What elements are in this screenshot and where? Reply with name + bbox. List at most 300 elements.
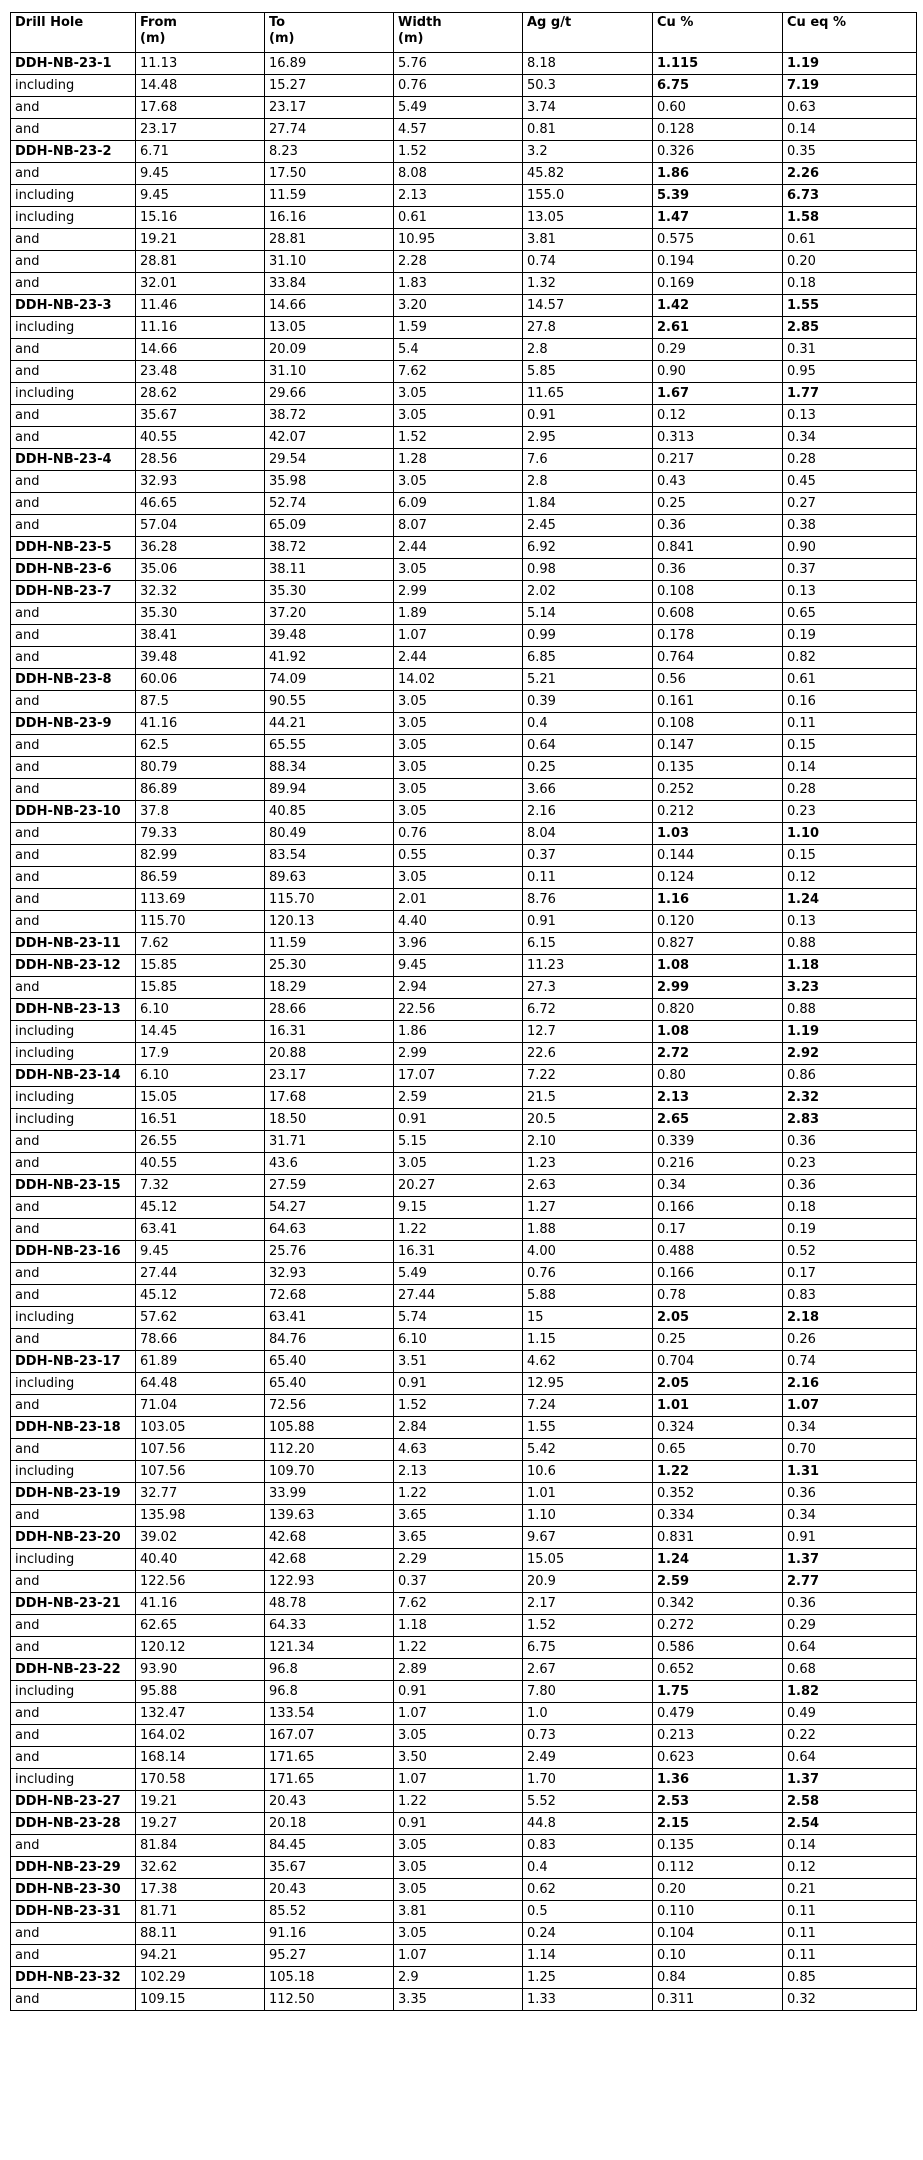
table-row — [11, 1571, 917, 1593]
cell-width: 4.40 — [394, 911, 523, 933]
cell-cu-eq: 0.68 — [783, 1659, 917, 1681]
cell-cu-eq: 0.16 — [783, 691, 917, 713]
header-width: Width (m) — [394, 13, 523, 53]
cell-cu: 0.575 — [653, 229, 783, 251]
cell-cu-eq: 2.85 — [783, 317, 917, 339]
cell-ag: 4.00 — [523, 1241, 653, 1263]
cell-from: 62.65 — [136, 1615, 265, 1637]
table-row — [11, 75, 917, 97]
cell-width: 3.05 — [394, 383, 523, 405]
cell-cu: 0.586 — [653, 1637, 783, 1659]
cell-width: 9.45 — [394, 955, 523, 977]
cell-cu-eq: 0.82 — [783, 647, 917, 669]
cell-from: 45.12 — [136, 1285, 265, 1307]
cell-from: 19.27 — [136, 1813, 265, 1835]
cell-width: 17.07 — [394, 1065, 523, 1087]
cell-to: 95.27 — [265, 1945, 394, 1967]
cell-cu-eq: 6.73 — [783, 185, 917, 207]
cell-cu-eq: 0.45 — [783, 471, 917, 493]
cell-ag: 1.84 — [523, 493, 653, 515]
cell-drill-hole: and — [11, 1131, 136, 1153]
table-row — [11, 1791, 917, 1813]
cell-ag: 7.80 — [523, 1681, 653, 1703]
cell-to: 11.59 — [265, 185, 394, 207]
cell-ag: 27.8 — [523, 317, 653, 339]
cell-width: 2.89 — [394, 1659, 523, 1681]
cell-to: 42.68 — [265, 1527, 394, 1549]
cell-from: 57.62 — [136, 1307, 265, 1329]
cell-drill-hole: DDH-NB-23-2 — [11, 141, 136, 163]
table-row — [11, 295, 917, 317]
cell-ag: 0.4 — [523, 1857, 653, 1879]
cell-cu: 0.178 — [653, 625, 783, 647]
cell-cu: 0.479 — [653, 1703, 783, 1725]
cell-drill-hole: DDH-NB-23-12 — [11, 955, 136, 977]
cell-cu-eq: 0.36 — [783, 1593, 917, 1615]
table-row — [11, 1681, 917, 1703]
cell-width: 4.63 — [394, 1439, 523, 1461]
cell-ag: 4.62 — [523, 1351, 653, 1373]
cell-from: 11.46 — [136, 295, 265, 317]
cell-cu-eq: 0.18 — [783, 1197, 917, 1219]
cell-ag: 1.10 — [523, 1505, 653, 1527]
cell-from: 32.77 — [136, 1483, 265, 1505]
cell-width: 6.09 — [394, 493, 523, 515]
cell-cu-eq: 1.19 — [783, 1021, 917, 1043]
cell-drill-hole: and — [11, 1725, 136, 1747]
cell-from: 107.56 — [136, 1461, 265, 1483]
table-row — [11, 449, 917, 471]
cell-cu-eq: 0.86 — [783, 1065, 917, 1087]
cell-drill-hole: including — [11, 75, 136, 97]
cell-drill-hole: DDH-NB-23-8 — [11, 669, 136, 691]
cell-cu: 1.42 — [653, 295, 783, 317]
cell-cu-eq: 0.20 — [783, 251, 917, 273]
cell-ag: 3.2 — [523, 141, 653, 163]
cell-drill-hole: and — [11, 361, 136, 383]
cell-from: 62.5 — [136, 735, 265, 757]
cell-from: 45.12 — [136, 1197, 265, 1219]
cell-cu-eq: 1.58 — [783, 207, 917, 229]
table-row — [11, 1747, 917, 1769]
header-drill-hole: Drill Hole — [11, 13, 136, 53]
cell-to: 115.70 — [265, 889, 394, 911]
cell-from: 39.48 — [136, 647, 265, 669]
cell-cu-eq: 2.18 — [783, 1307, 917, 1329]
table-row — [11, 229, 917, 251]
cell-from: 6.71 — [136, 141, 265, 163]
table-row — [11, 757, 917, 779]
cell-cu-eq: 1.10 — [783, 823, 917, 845]
cell-cu-eq: 0.12 — [783, 1857, 917, 1879]
cell-drill-hole: and — [11, 229, 136, 251]
cell-cu-eq: 7.19 — [783, 75, 917, 97]
cell-drill-hole: including — [11, 1021, 136, 1043]
cell-ag: 12.7 — [523, 1021, 653, 1043]
cell-from: 15.16 — [136, 207, 265, 229]
cell-to: 122.93 — [265, 1571, 394, 1593]
cell-cu: 0.488 — [653, 1241, 783, 1263]
cell-cu: 2.05 — [653, 1307, 783, 1329]
cell-drill-hole: and — [11, 1835, 136, 1857]
cell-cu-eq: 0.34 — [783, 1505, 917, 1527]
cell-cu-eq: 1.82 — [783, 1681, 917, 1703]
cell-drill-hole: DDH-NB-23-1 — [11, 53, 136, 75]
table-row — [11, 691, 917, 713]
cell-to: 33.99 — [265, 1483, 394, 1505]
table-row — [11, 361, 917, 383]
cell-width: 3.20 — [394, 295, 523, 317]
cell-width: 3.05 — [394, 691, 523, 713]
cell-cu-eq: 0.64 — [783, 1637, 917, 1659]
table-row — [11, 1307, 917, 1329]
cell-from: 164.02 — [136, 1725, 265, 1747]
cell-to: 20.88 — [265, 1043, 394, 1065]
cell-from: 120.12 — [136, 1637, 265, 1659]
cell-to: 72.68 — [265, 1285, 394, 1307]
cell-to: 80.49 — [265, 823, 394, 845]
cell-cu-eq: 2.32 — [783, 1087, 917, 1109]
cell-ag: 6.92 — [523, 537, 653, 559]
cell-width: 20.27 — [394, 1175, 523, 1197]
cell-cu: 0.147 — [653, 735, 783, 757]
table-row — [11, 999, 917, 1021]
cell-drill-hole: and — [11, 823, 136, 845]
cell-ag: 0.74 — [523, 251, 653, 273]
cell-from: 19.21 — [136, 1791, 265, 1813]
cell-from: 102.29 — [136, 1967, 265, 1989]
cell-from: 17.9 — [136, 1043, 265, 1065]
cell-width: 1.83 — [394, 273, 523, 295]
cell-cu-eq: 0.37 — [783, 559, 917, 581]
cell-drill-hole: and — [11, 1989, 136, 2011]
cell-cu-eq: 0.29 — [783, 1615, 917, 1637]
cell-width: 6.10 — [394, 1329, 523, 1351]
cell-to: 31.10 — [265, 251, 394, 273]
cell-width: 2.44 — [394, 537, 523, 559]
cell-cu-eq: 1.37 — [783, 1549, 917, 1571]
header-row — [11, 13, 917, 53]
cell-to: 33.84 — [265, 273, 394, 295]
cell-width: 5.15 — [394, 1131, 523, 1153]
cell-to: 52.74 — [265, 493, 394, 515]
cell-cu: 0.313 — [653, 427, 783, 449]
cell-width: 1.59 — [394, 317, 523, 339]
cell-to: 39.48 — [265, 625, 394, 647]
cell-drill-hole: including — [11, 1373, 136, 1395]
table-row — [11, 383, 917, 405]
cell-from: 32.01 — [136, 273, 265, 295]
cell-drill-hole: and — [11, 625, 136, 647]
cell-width: 1.28 — [394, 449, 523, 471]
cell-ag: 20.9 — [523, 1571, 653, 1593]
table-row — [11, 317, 917, 339]
cell-drill-hole: DDH-NB-23-20 — [11, 1527, 136, 1549]
cell-drill-hole: and — [11, 867, 136, 889]
cell-ag: 1.27 — [523, 1197, 653, 1219]
cell-drill-hole: and — [11, 757, 136, 779]
cell-from: 57.04 — [136, 515, 265, 537]
cell-drill-hole: and — [11, 1439, 136, 1461]
cell-cu: 1.47 — [653, 207, 783, 229]
table-row — [11, 1439, 917, 1461]
cell-cu-eq: 3.23 — [783, 977, 917, 999]
cell-ag: 14.57 — [523, 295, 653, 317]
cell-to: 91.16 — [265, 1923, 394, 1945]
cell-to: 133.54 — [265, 1703, 394, 1725]
cell-drill-hole: and — [11, 647, 136, 669]
cell-width: 2.59 — [394, 1087, 523, 1109]
cell-ag: 6.15 — [523, 933, 653, 955]
cell-cu-eq: 0.34 — [783, 1417, 917, 1439]
cell-drill-hole: DDH-NB-23-27 — [11, 1791, 136, 1813]
cell-from: 64.48 — [136, 1373, 265, 1395]
table-row — [11, 823, 917, 845]
table-row — [11, 625, 917, 647]
cell-to: 23.17 — [265, 97, 394, 119]
table-row — [11, 867, 917, 889]
table-row — [11, 1351, 917, 1373]
cell-ag: 22.6 — [523, 1043, 653, 1065]
cell-from: 35.30 — [136, 603, 265, 625]
cell-cu-eq: 0.32 — [783, 1989, 917, 2011]
table-row — [11, 185, 917, 207]
cell-ag: 6.85 — [523, 647, 653, 669]
cell-to: 109.70 — [265, 1461, 394, 1483]
cell-width: 1.07 — [394, 1703, 523, 1725]
cell-cu: 0.339 — [653, 1131, 783, 1153]
cell-from: 87.5 — [136, 691, 265, 713]
cell-ag: 2.45 — [523, 515, 653, 537]
cell-to: 44.21 — [265, 713, 394, 735]
cell-from: 82.99 — [136, 845, 265, 867]
cell-cu-eq: 0.38 — [783, 515, 917, 537]
cell-cu: 0.104 — [653, 1923, 783, 1945]
cell-to: 35.67 — [265, 1857, 394, 1879]
cell-cu: 2.72 — [653, 1043, 783, 1065]
table-row — [11, 647, 917, 669]
cell-to: 96.8 — [265, 1681, 394, 1703]
table-row — [11, 427, 917, 449]
cell-ag: 3.74 — [523, 97, 653, 119]
table-row — [11, 163, 917, 185]
table-row — [11, 1505, 917, 1527]
cell-cu-eq: 0.91 — [783, 1527, 917, 1549]
cell-cu: 0.36 — [653, 559, 783, 581]
cell-to: 17.50 — [265, 163, 394, 185]
table-row — [11, 1615, 917, 1637]
cell-drill-hole: and — [11, 1285, 136, 1307]
cell-to: 83.54 — [265, 845, 394, 867]
cell-drill-hole: including — [11, 1307, 136, 1329]
cell-ag: 1.33 — [523, 1989, 653, 2011]
cell-cu-eq: 0.13 — [783, 405, 917, 427]
cell-to: 85.52 — [265, 1901, 394, 1923]
cell-cu-eq: 0.12 — [783, 867, 917, 889]
cell-drill-hole: and — [11, 1637, 136, 1659]
assay-results-table — [10, 12, 917, 2011]
cell-width: 2.9 — [394, 1967, 523, 1989]
cell-from: 109.15 — [136, 1989, 265, 2011]
cell-drill-hole: and — [11, 1923, 136, 1945]
cell-drill-hole: including — [11, 1087, 136, 1109]
cell-width: 1.07 — [394, 1769, 523, 1791]
cell-width: 3.05 — [394, 405, 523, 427]
cell-ag: 10.6 — [523, 1461, 653, 1483]
cell-width: 1.52 — [394, 1395, 523, 1417]
cell-width: 2.99 — [394, 1043, 523, 1065]
cell-drill-hole: and — [11, 1703, 136, 1725]
cell-cu: 0.342 — [653, 1593, 783, 1615]
cell-width: 0.91 — [394, 1109, 523, 1131]
cell-from: 61.89 — [136, 1351, 265, 1373]
cell-cu: 0.108 — [653, 713, 783, 735]
cell-cu: 6.75 — [653, 75, 783, 97]
cell-to: 38.72 — [265, 405, 394, 427]
cell-to: 41.92 — [265, 647, 394, 669]
cell-ag: 1.55 — [523, 1417, 653, 1439]
cell-to: 38.72 — [265, 537, 394, 559]
cell-drill-hole: and — [11, 735, 136, 757]
cell-cu-eq: 0.65 — [783, 603, 917, 625]
cell-drill-hole: DDH-NB-23-4 — [11, 449, 136, 471]
cell-from: 60.06 — [136, 669, 265, 691]
cell-width: 3.05 — [394, 1857, 523, 1879]
cell-cu: 0.212 — [653, 801, 783, 823]
table-row — [11, 801, 917, 823]
cell-cu: 0.84 — [653, 1967, 783, 1989]
cell-cu-eq: 0.18 — [783, 273, 917, 295]
cell-from: 36.28 — [136, 537, 265, 559]
cell-from: 63.41 — [136, 1219, 265, 1241]
cell-drill-hole: and — [11, 1395, 136, 1417]
cell-cu-eq: 0.61 — [783, 229, 917, 251]
table-row — [11, 1835, 917, 1857]
cell-cu-eq: 0.14 — [783, 757, 917, 779]
cell-ag: 5.21 — [523, 669, 653, 691]
cell-cu-eq: 0.13 — [783, 581, 917, 603]
cell-cu: 0.17 — [653, 1219, 783, 1241]
cell-drill-hole: DDH-NB-23-6 — [11, 559, 136, 581]
header-from: From (m) — [136, 13, 265, 53]
cell-to: 18.50 — [265, 1109, 394, 1131]
table-row — [11, 1417, 917, 1439]
cell-to: 31.71 — [265, 1131, 394, 1153]
cell-cu-eq: 0.70 — [783, 1439, 917, 1461]
cell-ag: 0.24 — [523, 1923, 653, 1945]
cell-cu: 1.01 — [653, 1395, 783, 1417]
table-row — [11, 1703, 917, 1725]
cell-from: 39.02 — [136, 1527, 265, 1549]
table-row — [11, 1901, 917, 1923]
cell-ag: 0.76 — [523, 1263, 653, 1285]
cell-from: 7.62 — [136, 933, 265, 955]
cell-cu: 0.764 — [653, 647, 783, 669]
cell-from: 41.16 — [136, 713, 265, 735]
cell-drill-hole: DDH-NB-23-10 — [11, 801, 136, 823]
cell-width: 3.05 — [394, 559, 523, 581]
cell-from: 79.33 — [136, 823, 265, 845]
cell-cu-eq: 1.07 — [783, 1395, 917, 1417]
cell-to: 65.40 — [265, 1351, 394, 1373]
table-row — [11, 1483, 917, 1505]
cell-from: 40.55 — [136, 427, 265, 449]
table-row — [11, 53, 917, 75]
cell-from: 15.05 — [136, 1087, 265, 1109]
cell-to: 74.09 — [265, 669, 394, 691]
cell-from: 95.88 — [136, 1681, 265, 1703]
cell-width: 0.37 — [394, 1571, 523, 1593]
cell-to: 63.41 — [265, 1307, 394, 1329]
table-row — [11, 1923, 917, 1945]
table-row — [11, 1153, 917, 1175]
cell-cu: 0.36 — [653, 515, 783, 537]
cell-ag: 1.14 — [523, 1945, 653, 1967]
cell-width: 2.13 — [394, 1461, 523, 1483]
cell-width: 2.28 — [394, 251, 523, 273]
cell-ag: 1.23 — [523, 1153, 653, 1175]
cell-drill-hole: DDH-NB-23-30 — [11, 1879, 136, 1901]
cell-cu: 0.128 — [653, 119, 783, 141]
table-row — [11, 1087, 917, 1109]
cell-from: 19.21 — [136, 229, 265, 251]
cell-to: 42.07 — [265, 427, 394, 449]
cell-cu-eq: 0.28 — [783, 779, 917, 801]
cell-width: 3.81 — [394, 1901, 523, 1923]
table-row — [11, 1043, 917, 1065]
cell-from: 135.98 — [136, 1505, 265, 1527]
cell-cu: 0.252 — [653, 779, 783, 801]
cell-cu-eq: 2.83 — [783, 1109, 917, 1131]
cell-ag: 5.52 — [523, 1791, 653, 1813]
cell-cu-eq: 0.36 — [783, 1483, 917, 1505]
cell-cu-eq: 1.77 — [783, 383, 917, 405]
cell-drill-hole: including — [11, 207, 136, 229]
cell-from: 122.56 — [136, 1571, 265, 1593]
cell-drill-hole: DDH-NB-23-7 — [11, 581, 136, 603]
cell-drill-hole: including — [11, 317, 136, 339]
cell-ag: 0.91 — [523, 911, 653, 933]
cell-ag: 5.88 — [523, 1285, 653, 1307]
cell-to: 120.13 — [265, 911, 394, 933]
cell-cu-eq: 0.13 — [783, 911, 917, 933]
cell-to: 105.18 — [265, 1967, 394, 1989]
cell-width: 2.94 — [394, 977, 523, 999]
cell-width: 3.50 — [394, 1747, 523, 1769]
cell-from: 168.14 — [136, 1747, 265, 1769]
cell-cu: 1.24 — [653, 1549, 783, 1571]
cell-cu-eq: 0.35 — [783, 141, 917, 163]
cell-width: 3.05 — [394, 867, 523, 889]
table-row — [11, 955, 917, 977]
cell-cu-eq: 0.26 — [783, 1329, 917, 1351]
cell-from: 23.17 — [136, 119, 265, 141]
cell-to: 64.63 — [265, 1219, 394, 1241]
cell-width: 2.29 — [394, 1549, 523, 1571]
cell-from: 86.59 — [136, 867, 265, 889]
cell-cu-eq: 0.36 — [783, 1131, 917, 1153]
cell-drill-hole: and — [11, 911, 136, 933]
cell-drill-hole: and — [11, 427, 136, 449]
cell-to: 15.27 — [265, 75, 394, 97]
cell-to: 84.76 — [265, 1329, 394, 1351]
cell-width: 14.02 — [394, 669, 523, 691]
cell-cu: 2.59 — [653, 1571, 783, 1593]
cell-from: 103.05 — [136, 1417, 265, 1439]
table-row — [11, 141, 917, 163]
cell-to: 171.65 — [265, 1747, 394, 1769]
cell-from: 86.89 — [136, 779, 265, 801]
